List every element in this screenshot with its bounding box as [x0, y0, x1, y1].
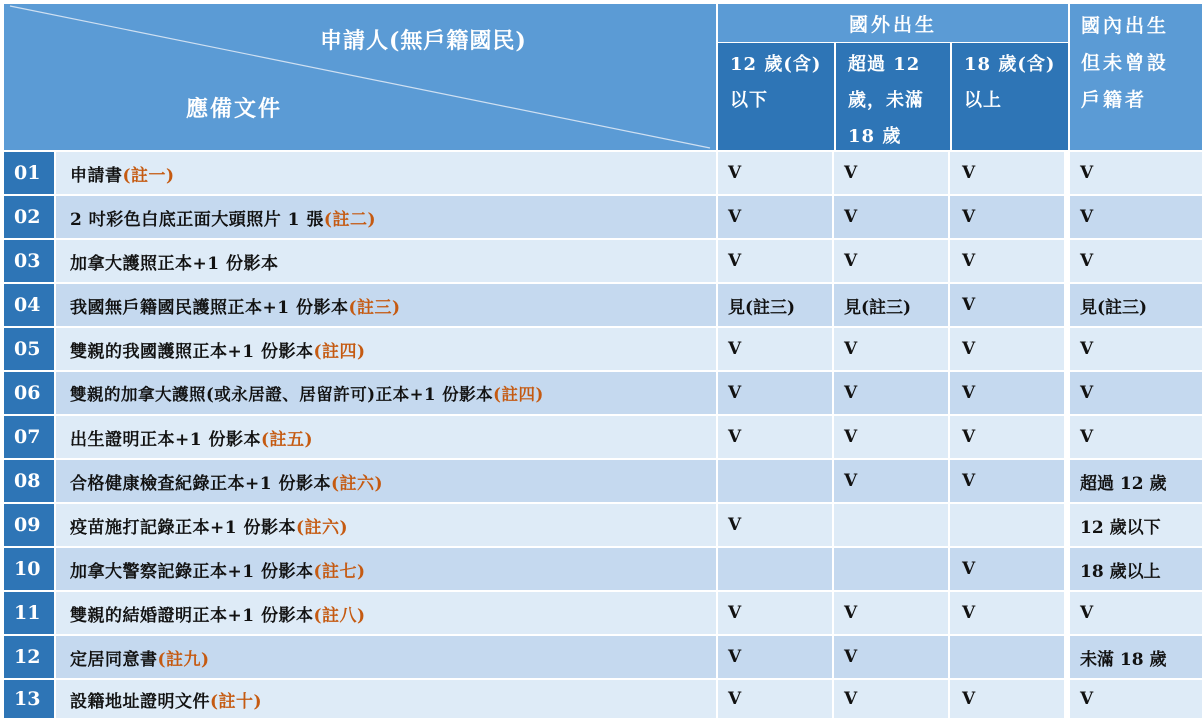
document-name: 申請書 (註一) — [56, 152, 716, 194]
cell-over-18: V — [950, 152, 1064, 194]
document-name: 加拿大護照正本+1 份影本 — [56, 240, 716, 282]
table-row — [4, 416, 1202, 458]
row-number: 03 — [4, 240, 54, 282]
note-ref: (註二) — [323, 209, 377, 230]
table-row — [4, 328, 1202, 370]
note-ref: (註七) — [313, 561, 366, 582]
cell-12-to-18: V — [834, 680, 948, 718]
cell-under-12: 見(註三) — [718, 284, 832, 326]
table-row — [4, 152, 1202, 194]
cell-over-18: V — [950, 592, 1064, 634]
cell-under-12: V — [718, 240, 832, 282]
table-row — [4, 196, 1202, 238]
table-row — [4, 548, 1202, 590]
header-12-to-18: 超過 12 歲，未滿 18 歲 — [836, 43, 950, 150]
row-number: 09 — [4, 504, 54, 546]
row-number: 08 — [4, 460, 54, 502]
document-name: 2 吋彩色白底正面大頭照片 1 張 (註二) — [56, 196, 716, 238]
document-name: 雙親的加拿大護照(或永居證、居留許可)正本+1 份影本 (註四) — [56, 372, 716, 414]
cell-over-18: V — [950, 416, 1064, 458]
row-number: 12 — [4, 636, 54, 678]
note-ref: (註八) — [313, 605, 366, 626]
cell-domestic: V — [1070, 196, 1202, 238]
cell-over-18 — [950, 636, 1064, 678]
table-row — [4, 680, 1202, 718]
row-number: 13 — [4, 680, 54, 718]
document-name: 雙親的結婚證明正本+1 份影本 (註八) — [56, 592, 716, 634]
row-number: 05 — [4, 328, 54, 370]
document-name: 我國無戶籍國民護照正本+1 份影本 (註三) — [56, 284, 716, 326]
document-name: 設籍地址證明文件 (註十) — [56, 680, 716, 718]
cell-over-18: V — [950, 240, 1064, 282]
cell-domestic: V — [1070, 416, 1202, 458]
cell-12-to-18: V — [834, 328, 948, 370]
cell-12-to-18: V — [834, 416, 948, 458]
note-ref: (註六) — [331, 473, 384, 494]
cell-12-to-18 — [834, 548, 948, 590]
cell-over-18: V — [950, 460, 1064, 502]
cell-domestic: V — [1070, 240, 1202, 282]
note-ref: (註九) — [157, 649, 210, 670]
row-number: 06 — [4, 372, 54, 414]
cell-under-12: V — [718, 636, 832, 678]
note-ref: (註三) — [348, 297, 401, 318]
header-born-domestic: 國內出生 但未曾設 戶籍者 — [1070, 4, 1202, 150]
document-name: 出生證明正本+1 份影本 (註五) — [56, 416, 716, 458]
cell-12-to-18: V — [834, 460, 948, 502]
document-name: 加拿大警察記錄正本+1 份影本 (註七) — [56, 548, 716, 590]
header-under-12: 12 歲(含) 以下 — [718, 43, 834, 150]
document-name: 疫苗施打記錄正本+1 份影本 (註六) — [56, 504, 716, 546]
cell-12-to-18: V — [834, 196, 948, 238]
cell-domestic: V — [1070, 328, 1202, 370]
cell-domestic: 見(註三) — [1070, 284, 1202, 326]
note-ref: (註四) — [493, 385, 544, 404]
table-row — [4, 592, 1202, 634]
cell-12-to-18: V — [834, 592, 948, 634]
cell-over-18 — [950, 504, 1064, 546]
cell-under-12 — [718, 548, 832, 590]
row-number: 02 — [4, 196, 54, 238]
cell-domestic: 超過 12 歲 — [1070, 460, 1202, 502]
note-ref: (註四) — [313, 341, 366, 362]
table-row — [4, 460, 1202, 502]
cell-12-to-18: V — [834, 240, 948, 282]
header-applicant: 申請人(無戶籍國民) — [320, 28, 527, 54]
cell-domestic: 未滿 18 歲 — [1070, 636, 1202, 678]
cell-under-12 — [718, 460, 832, 502]
row-number: 10 — [4, 548, 54, 590]
row-number: 07 — [4, 416, 54, 458]
header-documents: 應備文件 — [186, 96, 283, 122]
note-ref: (註十) — [210, 691, 263, 712]
document-name: 合格健康檢查紀錄正本+1 份影本 (註六) — [56, 460, 716, 502]
cell-12-to-18: V — [834, 372, 948, 414]
row-number: 01 — [4, 152, 54, 194]
note-ref: (註一) — [122, 165, 175, 186]
cell-under-12: V — [718, 416, 832, 458]
document-name: 定居同意書 (註九) — [56, 636, 716, 678]
cell-domestic: V — [1070, 680, 1202, 718]
cell-12-to-18 — [834, 504, 948, 546]
cell-under-12: V — [718, 196, 832, 238]
table-row — [4, 504, 1202, 546]
cell-over-18: V — [950, 328, 1064, 370]
cell-under-12: V — [718, 328, 832, 370]
cell-12-to-18: V — [834, 636, 948, 678]
header-over-18: 18 歲(含) 以上 — [952, 43, 1068, 150]
cell-under-12: V — [718, 504, 832, 546]
table-row — [4, 372, 1202, 414]
cell-12-to-18: V — [834, 152, 948, 194]
header-born-abroad: 國外出生 — [718, 4, 1068, 42]
cell-over-18: V — [950, 196, 1064, 238]
cell-over-18: V — [950, 284, 1064, 326]
cell-under-12: V — [718, 372, 832, 414]
cell-domestic: V — [1070, 152, 1202, 194]
cell-domestic: 12 歲以下 — [1070, 504, 1202, 546]
cell-over-18: V — [950, 680, 1064, 718]
table-row — [4, 240, 1202, 282]
cell-12-to-18: 見(註三) — [834, 284, 948, 326]
row-number: 11 — [4, 592, 54, 634]
cell-under-12: V — [718, 152, 832, 194]
cell-under-12: V — [718, 680, 832, 718]
cell-domestic: V — [1070, 372, 1202, 414]
row-number: 04 — [4, 284, 54, 326]
cell-domestic: V — [1070, 592, 1202, 634]
cell-domestic: 18 歲以上 — [1070, 548, 1202, 590]
table-row — [4, 636, 1202, 678]
cell-over-18: V — [950, 548, 1064, 590]
cell-under-12: V — [718, 592, 832, 634]
table-row — [4, 284, 1202, 326]
header-diagonal-cell — [4, 4, 716, 150]
note-ref: (註五) — [261, 429, 314, 450]
cell-over-18: V — [950, 372, 1064, 414]
document-name: 雙親的我國護照正本+1 份影本 (註四) — [56, 328, 716, 370]
note-ref: (註六) — [296, 517, 349, 538]
